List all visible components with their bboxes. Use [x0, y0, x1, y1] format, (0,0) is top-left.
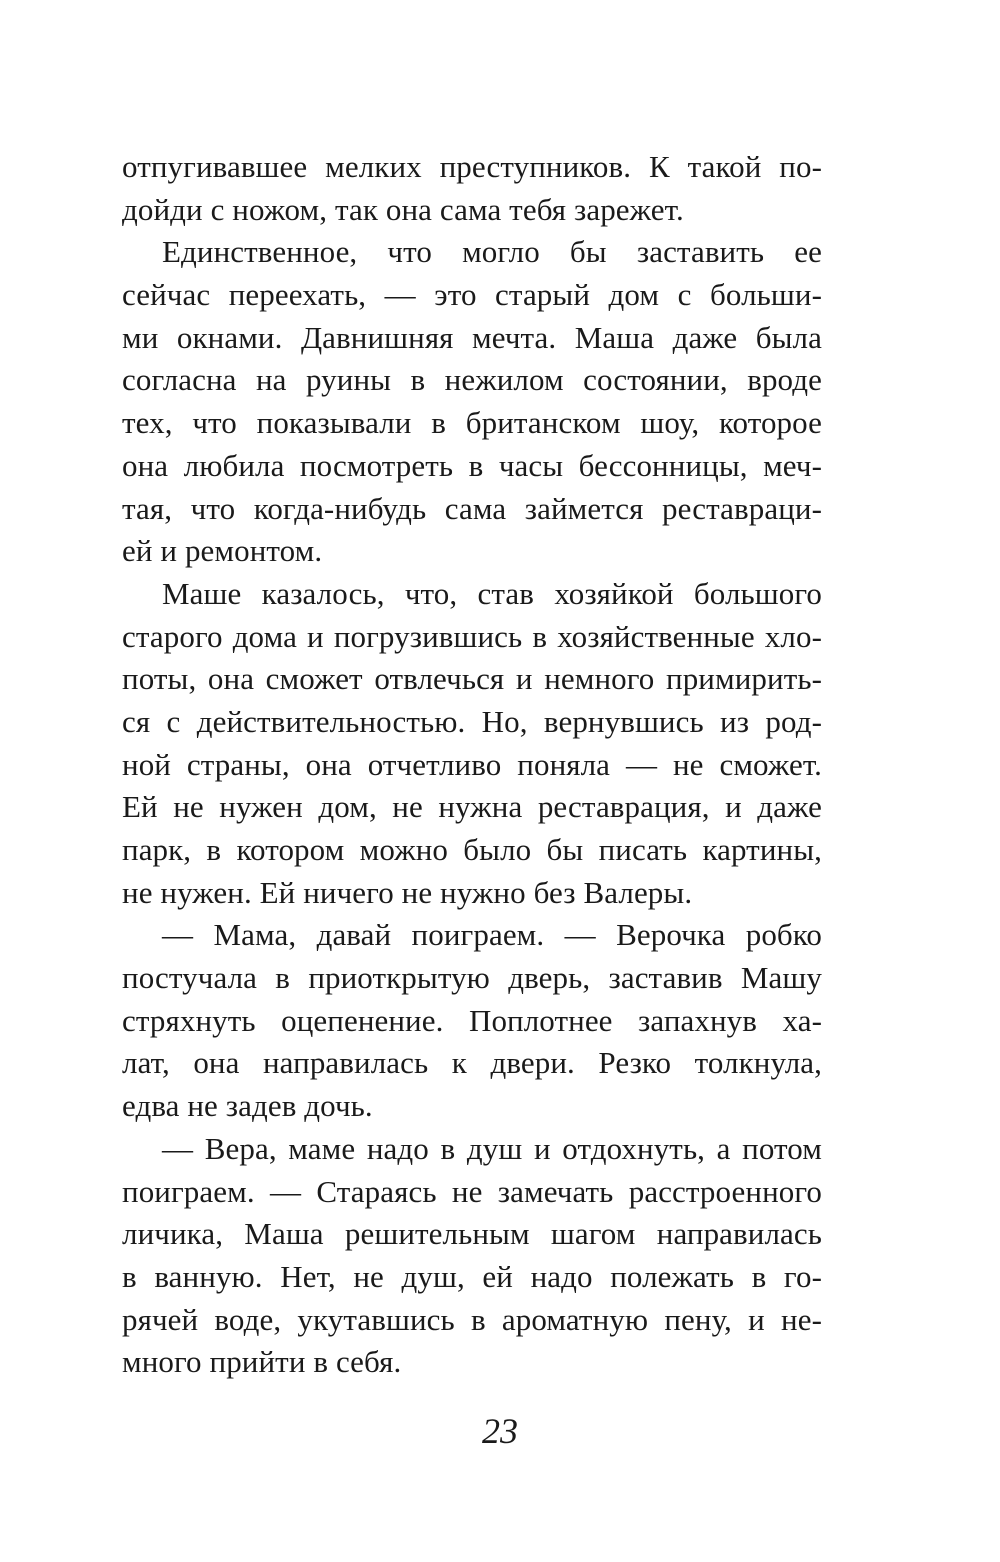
text-line: едва не задев дочь.	[122, 1088, 373, 1124]
text-line: ной страны, она отчетливо поняла — не сможет.	[122, 746, 822, 782]
text-line: согласна на руины в нежилом состоянии, вроде	[122, 362, 822, 398]
text-line: поты, она сможет отвлечься и немного примирить-	[122, 661, 822, 697]
text-line: она любила посмотреть в часы бессонницы, меч-	[122, 447, 822, 483]
text-line: поиграем. — Стараясь не замечать расстроенного	[122, 1173, 822, 1209]
text-line: сейчас переехать, — это старый дом с больши-	[122, 277, 822, 313]
text-line: в ванную. Нет, не душ, ей надо полежать в го-	[122, 1258, 822, 1294]
text-line: отпугивавшее мелких преступников. К такой по-	[122, 149, 822, 184]
text-line: старого дома и погрузившись в хозяйственные хло-	[122, 618, 822, 654]
text-line: дойди с ножом, так она сама тебя зарежет.	[122, 191, 684, 227]
text-line: Ей не нужен дом, не нужна реставрация, и даже	[122, 789, 822, 825]
text-line: — Вера, маме надо в душ и отдохнуть, а потом	[162, 1130, 822, 1166]
body-text	[122, 146, 822, 1384]
text-line: стряхнуть оцепенение. Поплотнее запахнув ха-	[122, 1002, 822, 1038]
page-number: 23	[482, 1411, 518, 1451]
text-line: ми окнами. Давнишняя мечта. Маша даже была	[122, 319, 822, 355]
text-line: лат, она направилась к двери. Резко толкнула,	[122, 1045, 822, 1081]
text-line: Единственное, что могло бы заставить ее	[162, 234, 822, 270]
text-line: тех, что показывали в британском шоу, которое	[122, 405, 822, 441]
text-line: личика, Маша решительным шагом направилась	[122, 1216, 822, 1252]
text-line: тая, что когда-нибудь сама займется реставраци-	[122, 490, 822, 526]
text-line: парк, в котором можно было бы писать картины,	[122, 832, 822, 867]
text-line: постучала в приоткрытую дверь, заставив Машу	[122, 960, 822, 996]
text-line: ся с действительностью. Но, вернувшись из род-	[122, 703, 822, 739]
text-line: много прийти в себя.	[122, 1344, 402, 1380]
text-line: не нужен. Ей ничего не нужно без Валеры.	[122, 874, 693, 910]
text-line: ей и ремонтом.	[122, 533, 323, 569]
text-line: рячей воде, укутавшись в ароматную пену, и не-	[122, 1301, 822, 1337]
text-line: — Мама, давай поиграем. — Верочка робко	[162, 917, 822, 953]
text-line: Маше казалось, что, став хозяйкой большого	[162, 575, 822, 611]
